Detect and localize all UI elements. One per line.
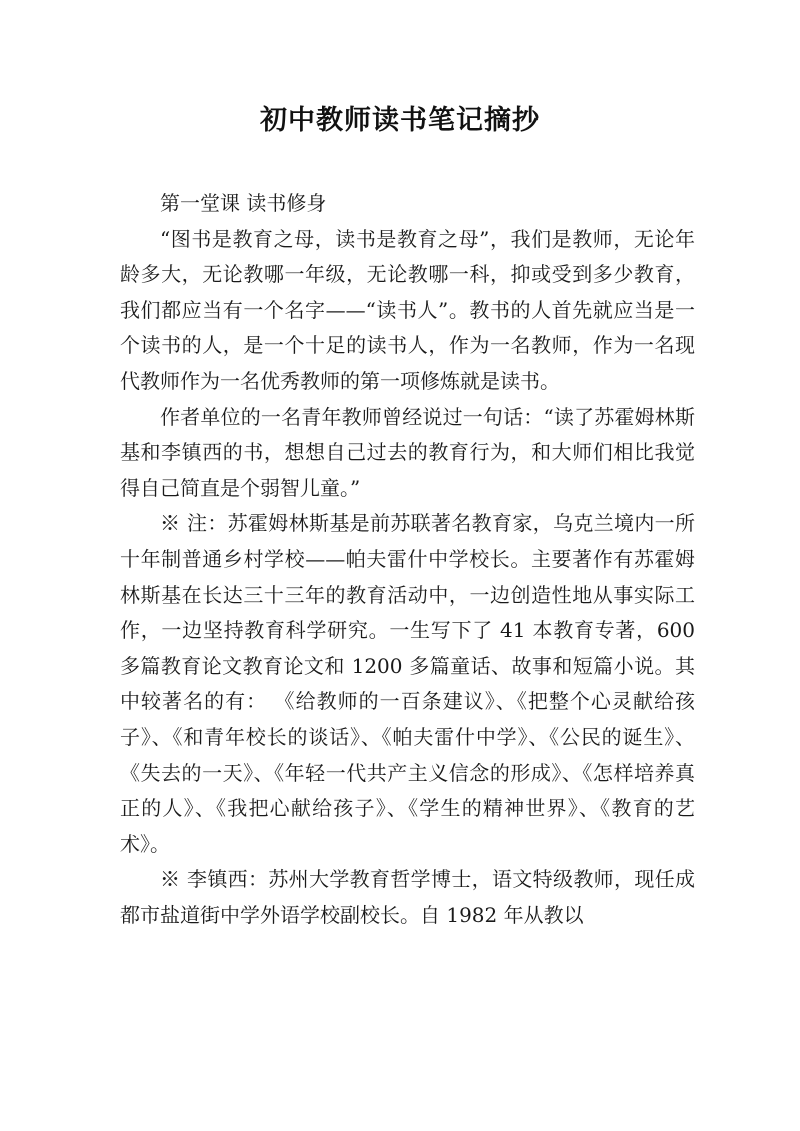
paragraph-1: “图书是教育之母，读书是教育之母”，我们是教师，无论年龄多大，无论教哪一年级，无论教哪一科，抑或受到多少教育，我们都应当有一个名字——“读书人”。教书的人首先就应当是一个读书的人，是一个十足的读书人，作为一名教师，作为一名现代教师作为一名优秀教师的第一项修炼就是读书。 [120,226,695,393]
section-heading: 第一堂课 读书修身 [160,191,327,215]
paragraph-2: 作者单位的一名青年教师曾经说过一句话：“读了苏霍姆林斯基和李镇西的书，想想自己过去的教育行为，和大师们相比我觉得自己简直是个弱智儿童。” [120,404,695,500]
document-title: 初中教师读书笔记摘抄 [260,105,540,136]
paragraph-4-note: ※ 李镇西：苏州大学教育哲学博士，语文特级教师，现任成都市盐道街中学外语学校副校长。自 1982 年从教以 [120,867,695,927]
document-body [120,186,695,933]
paragraph-3-note: ※ 注：苏霍姆林斯基是前苏联著名教育家，乌克兰境内一所十年制普通乡村学校——帕夫雷什中学校长。主要著作有苏霍姆林斯基在长达三十三年的教育活动中，一边创造性地从事实际工作，一边坚持教育科学研究。一生写下了 41 本教育专著，600 多篇教育论文教育论文和 1200 多篇童话、故事和短篇小说。其中较著名的有： 《给教师的一百条建议》、《把整个心灵献给孩子》、《和青年校长的谈话》、《帕夫雷什中学》、《公民的诞生》、《失去的一天》、《年轻一代共产主义信念的形成》、《怎样培养真正的人》、《我把心献给孩子》、《学生的精神世界》、《教育的艺术》。 [120,511,695,856]
